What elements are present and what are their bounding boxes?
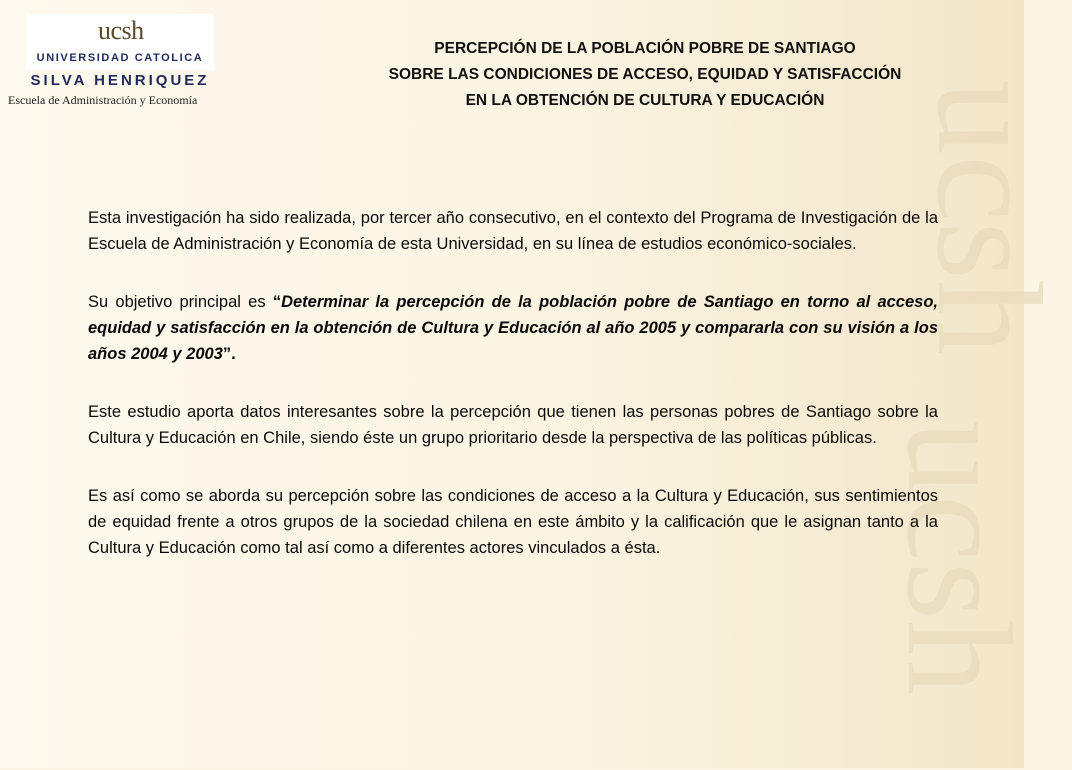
title-line-2: SOBRE LAS CONDICIONES DE ACCESO, EQUIDAD Y SATISFACCIÓN [388, 66, 902, 83]
watermark-text: ucsh [906, 80, 1072, 355]
title-line-1: PERCEPCIÓN DE LA POBLACIÓN POBRE DE SANTIAGO [434, 40, 856, 57]
objective-close-quote: ”. [222, 345, 236, 363]
watermark-text: ucsh [876, 420, 1042, 695]
logo-school-name: Escuela de Administración y Economía [8, 93, 198, 107]
objective-intro: Su objetivo principal es [88, 293, 273, 311]
paragraph-1: Esta investigación ha sido realizada, por tercer año consecutivo, en el contexto del Programa de Investigación de la Escuela de Administración y Economía de esta Universidad, en su línea de estudios económico-sociales. [88, 209, 938, 253]
logo-university-line: UNIVERSIDAD CATOLICA [36, 52, 204, 64]
page-title [300, 36, 990, 114]
university-logo [8, 14, 238, 108]
paragraph-2 [88, 289, 938, 367]
logo-mark: ucsh [98, 16, 144, 45]
objective-open-quote: “ [272, 293, 282, 311]
objective-statement: Determinar la percepción de la población pobre de Santiago en torno al acceso, equidad y satisfacción en la obtención de Cultura y Educación al año 2005 y compararla con su visión a los años 2004 y 2003 [88, 293, 939, 363]
logo-box [26, 14, 214, 70]
paragraph-3: Este estudio aporta datos interesantes sobre la percepción que tienen las personas pobres de Santiago sobre la Cultura y Educación en Chile, siendo éste un grupo prioritario desde la perspectiva de las políticas públicas. [88, 403, 938, 447]
logo-name-line: SILVA HENRIQUEZ [30, 72, 210, 89]
body-text [88, 205, 938, 593]
title-line-3: EN LA OBTENCIÓN DE CULTURA Y EDUCACIÓN [465, 92, 825, 109]
paragraph-4: Es así como se aborda su percepción sobre las condiciones de acceso a la Cultura y Educación, sus sentimientos de equidad frente a otros grupos de la sociedad chilena en este ámbito y la calificación que le asignan tanto a la Cultura y Educación como tal así como a diferentes actores vinculados a ésta. [88, 487, 938, 557]
